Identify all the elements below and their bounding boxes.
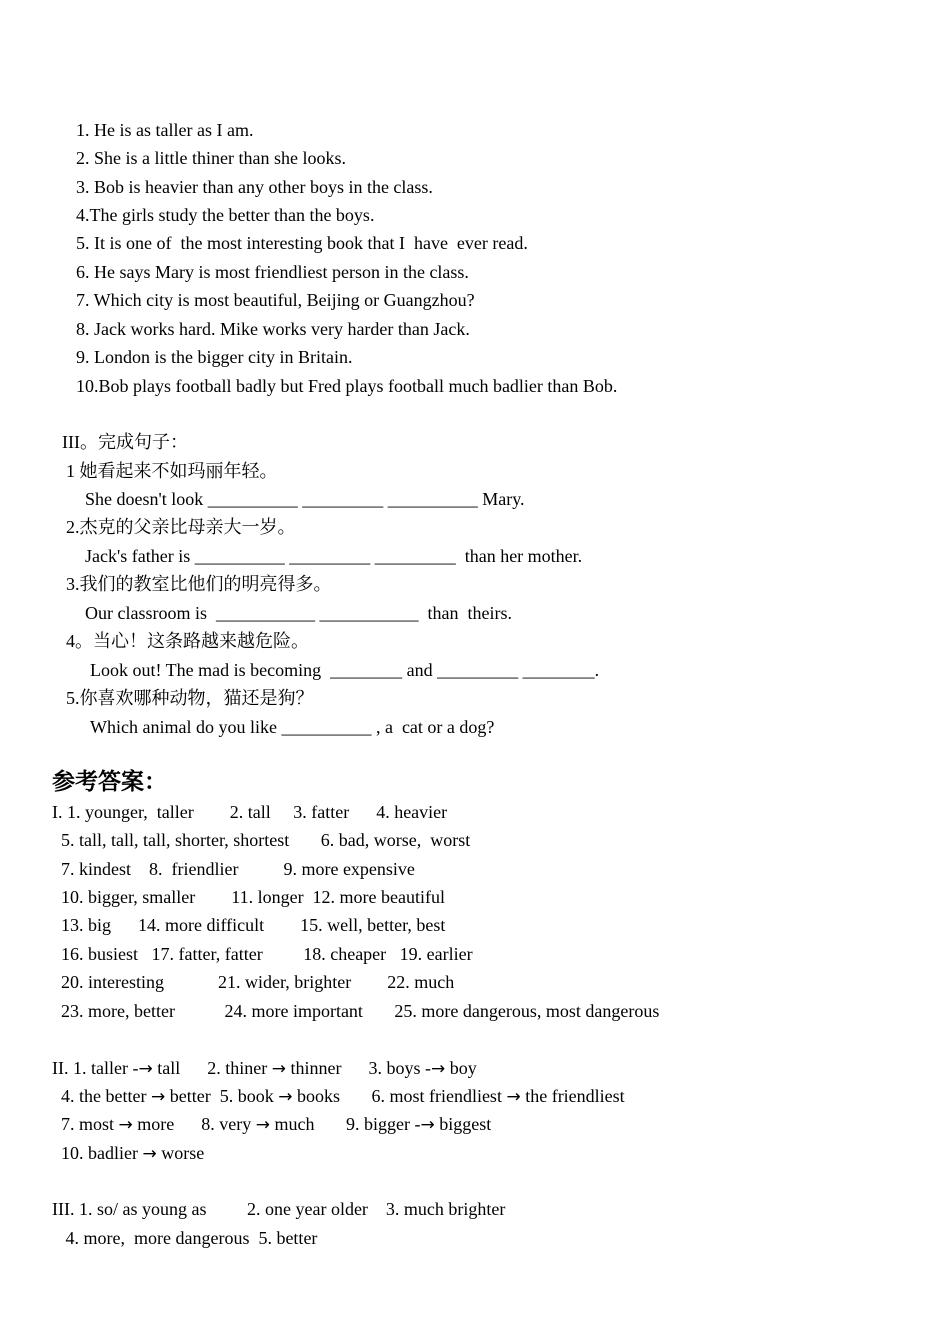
chinese-prompt: 3.我们的教室比他们的明亮得多。	[66, 574, 332, 594]
answer-line: I. 1. younger, taller 2. tall 3. fatter 4. heavier	[52, 802, 448, 822]
answer-line: 23. more, better 24. more important 25. more dangerous, most dangerous	[52, 1001, 660, 1021]
english-sentence: Jack's father is __________ _________ _________ than her mother.	[85, 546, 583, 566]
arrow-right-icon: →	[506, 1087, 521, 1107]
arrow-right-icon: →	[138, 1059, 153, 1079]
answer-line: 4. the better → better 5. book → books 6. most friendliest → the friendliest	[52, 1086, 625, 1107]
english-sentence: Our classroom is ___________ ___________ than theirs.	[85, 603, 512, 623]
arrow-right-icon: →	[271, 1059, 286, 1079]
chinese-prompt: 5.你喜欢哪种动物，猫还是狗？	[66, 688, 314, 708]
english-sentence: Look out! The mad is becoming ________ and _________ ________.	[90, 660, 600, 680]
error-item: 3. Bob is heavier than any other boys in the class.	[76, 177, 433, 197]
error-item: 6. He says Mary is most friendliest person in the class.	[76, 262, 469, 282]
chinese-prompt: 4。当心！这条路越来越危险。	[66, 631, 309, 651]
section-heading: III。完成句子：	[62, 432, 188, 452]
error-item: 10.Bob plays football badly but Fred plays football much badlier than Bob.	[76, 376, 618, 396]
arrow-right-icon: →	[142, 1144, 157, 1164]
answer-line: 4. more, more dangerous 5. better	[52, 1228, 318, 1248]
error-item: 9. London is the bigger city in Britain.	[76, 347, 353, 367]
answer-line: 7. kindest 8. friendlier 9. more expensive	[52, 859, 415, 879]
answer-line: II. 1. taller -→ tall 2. thiner → thinner 3. boys -→ boy	[52, 1058, 477, 1079]
answer-line: 13. big 14. more difficult 15. well, better, best	[52, 915, 446, 935]
error-item: 7. Which city is most beautiful, Beijing or Guangzhou?	[76, 290, 475, 310]
answer-key-title: 参考答案：	[52, 769, 167, 794]
error-item: 2. She is a little thiner than she looks.	[76, 148, 346, 168]
answer-line: 20. interesting 21. wider, brighter 22. much	[52, 972, 455, 992]
arrow-right-icon: →	[430, 1059, 446, 1079]
arrow-right-icon: →	[255, 1115, 270, 1135]
arrow-right-icon: →	[150, 1087, 166, 1107]
error-item: 8. Jack works hard. Mike works very harder than Jack.	[76, 319, 470, 339]
answer-line: 10. bigger, smaller 11. longer 12. more beautiful	[52, 887, 446, 907]
answer-line: 7. most → more 8. very → much 9. bigger -→ biggest	[52, 1114, 492, 1135]
arrow-right-icon: →	[420, 1115, 435, 1135]
answer-line: 16. busiest 17. fatter, fatter 18. cheaper 19. earlier	[52, 944, 473, 964]
error-item: 4.The girls study the better than the boys.	[76, 205, 375, 225]
chinese-prompt: 2.杰克的父亲比母亲大一岁。	[66, 517, 296, 537]
english-sentence: She doesn't look __________ _________ __________ Mary.	[85, 489, 525, 509]
arrow-right-icon: →	[118, 1115, 133, 1135]
error-item: 1. He is as taller as I am.	[76, 120, 254, 140]
answer-line: 10. badlier → worse	[52, 1143, 205, 1164]
error-item: 5. It is one of the most interesting book that I have ever read.	[76, 233, 528, 253]
english-sentence: Which animal do you like __________ , a cat or a dog?	[90, 717, 495, 737]
answer-line: 5. tall, tall, tall, shorter, shortest 6. bad, worse, worst	[52, 830, 471, 850]
arrow-right-icon: →	[278, 1087, 293, 1107]
chinese-prompt: 1 她看起来不如玛丽年轻。	[66, 461, 278, 481]
answer-line: III. 1. so/ as young as 2. one year older 3. much brighter	[52, 1199, 506, 1219]
